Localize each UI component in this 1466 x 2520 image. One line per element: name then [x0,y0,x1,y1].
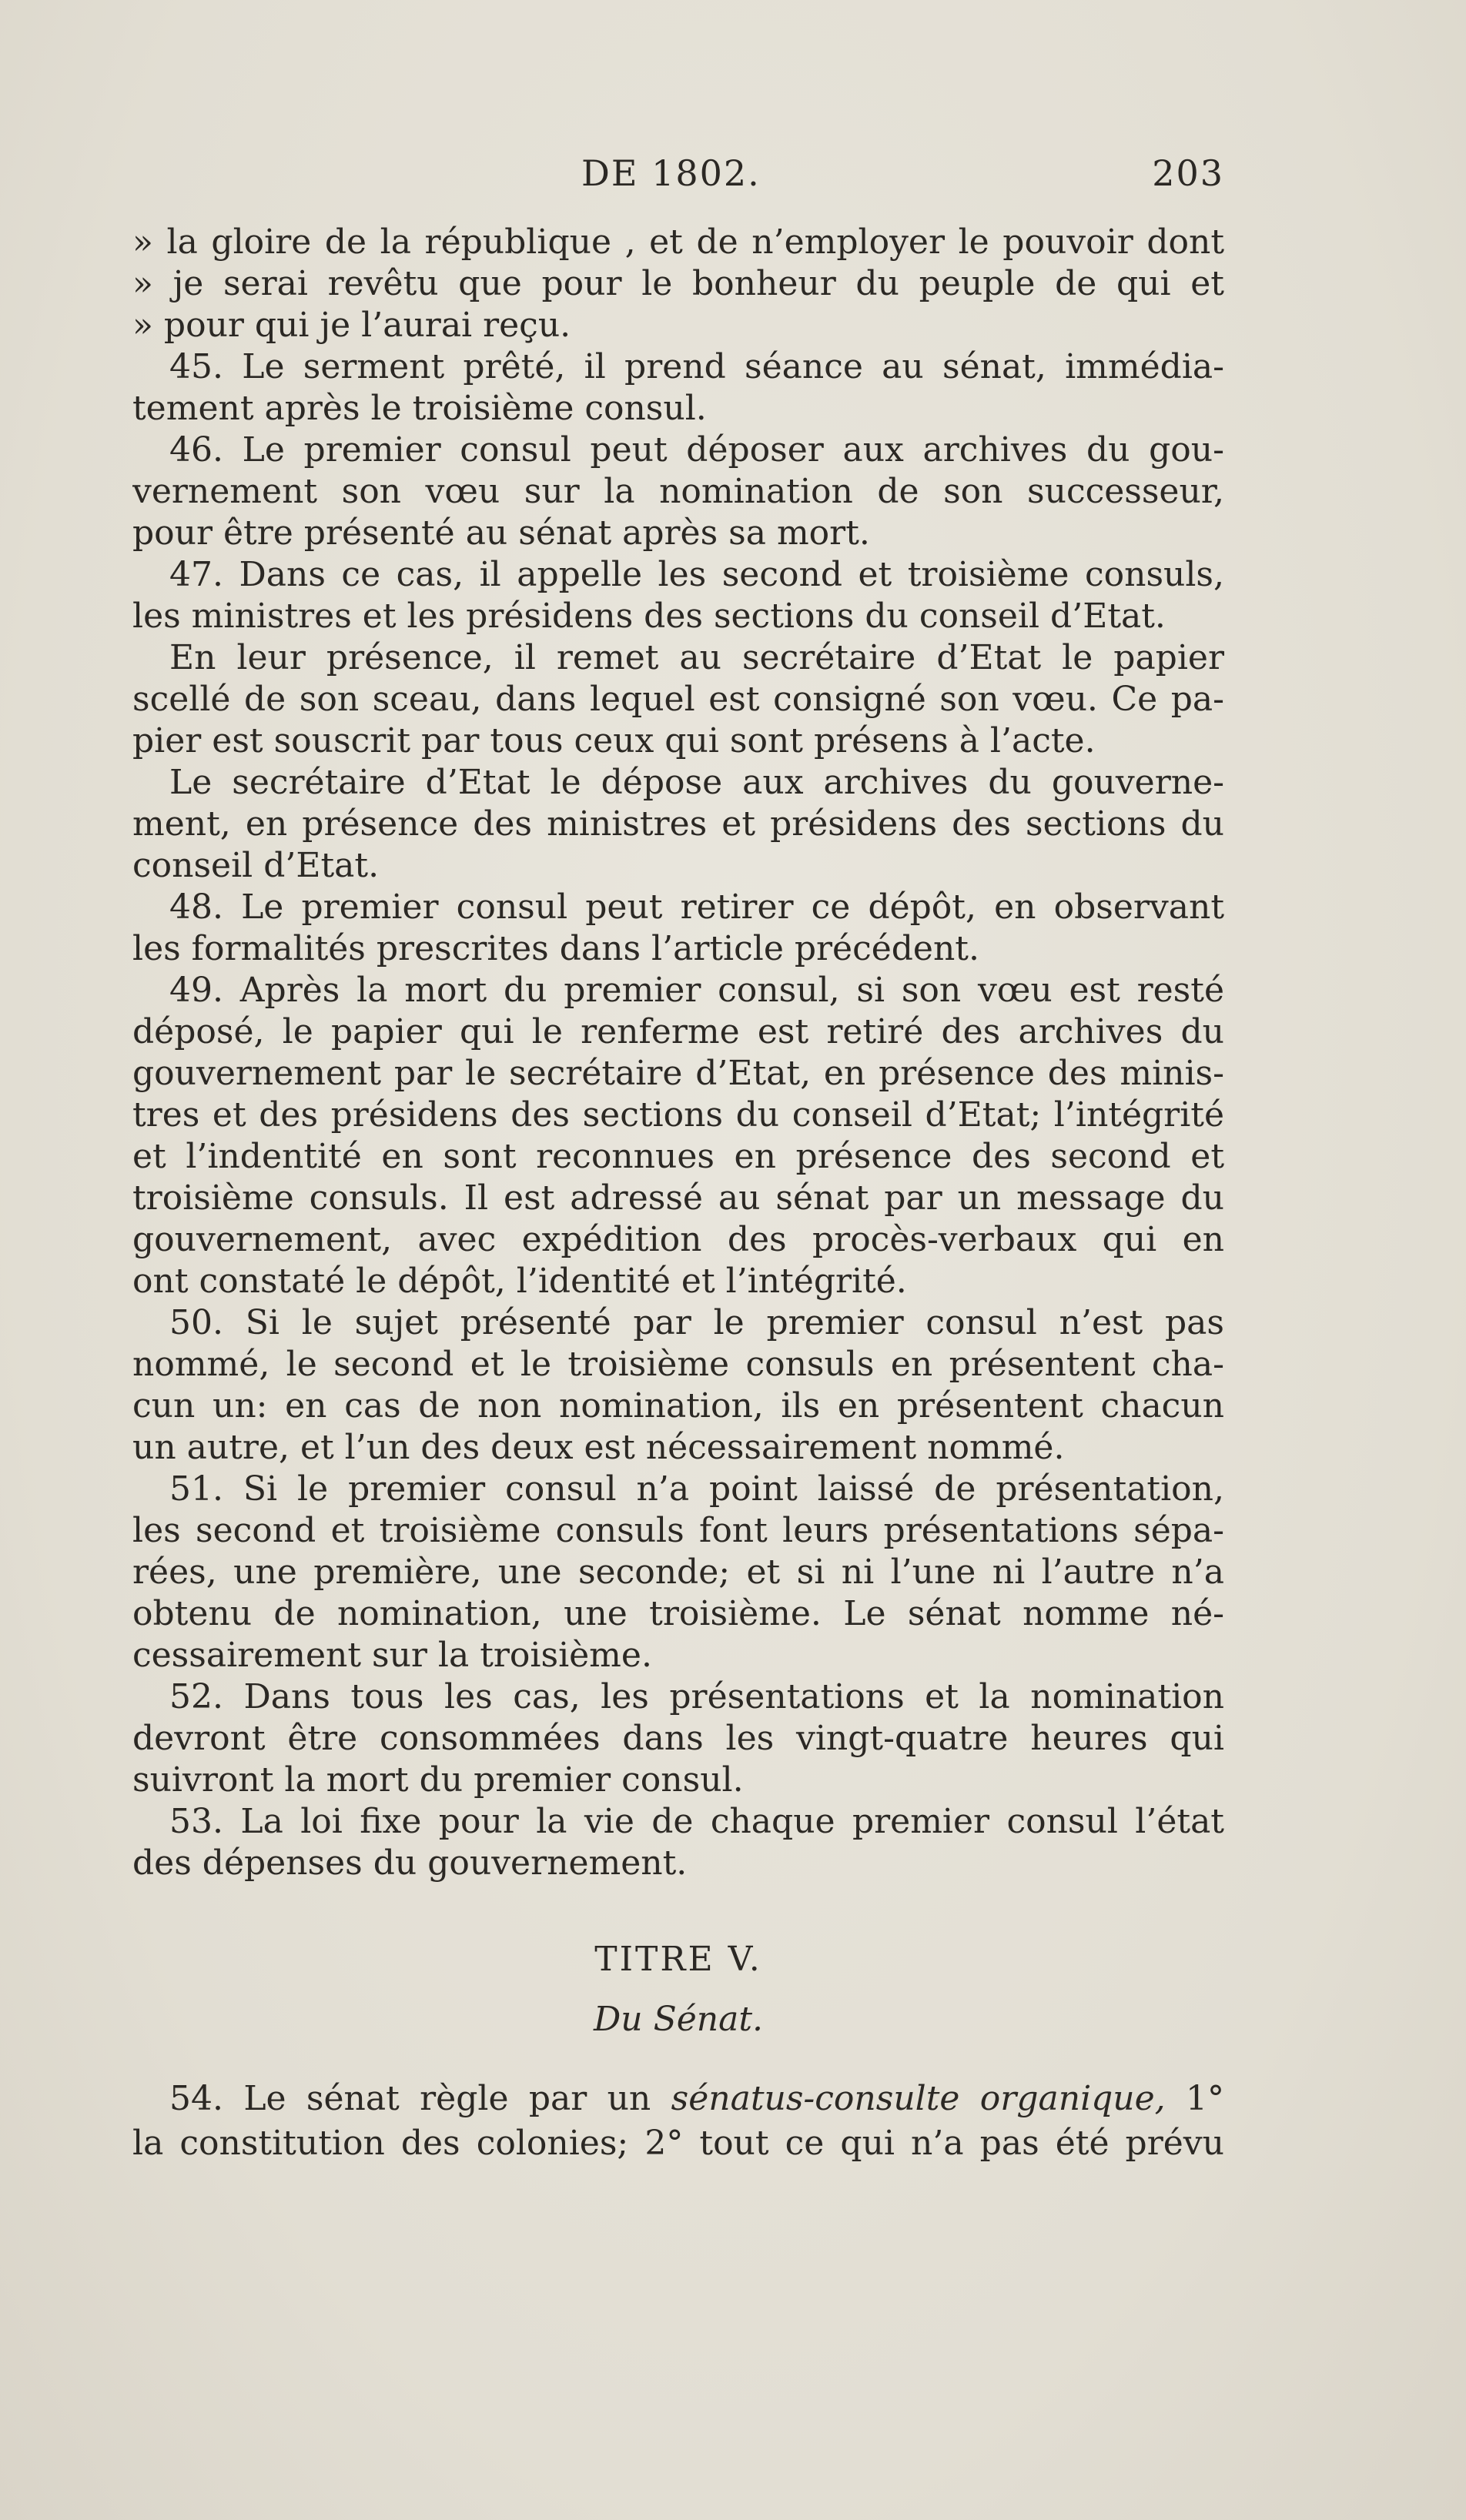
article-54-italic-term: sénatus-consulte organique, [671,2079,1166,2118]
text-line: devront être consommées dans les vingt-quatre heures qui [132,1719,1224,1758]
text-line: déposé, le papier qui le renferme est retiré des archives du [132,1012,1224,1051]
text-line: scellé de son sceau, dans lequel est consigné son vœu. Ce pa- [132,680,1224,719]
section-subtitle: Du Sénat. [593,2000,764,2039]
text-line: les ministres et les présidens des sections du conseil d’Etat. [132,597,1166,636]
article-54-end: 1° [1165,2079,1224,2118]
text-line: » je serai revêtu que pour le bonheur du peuple de qui et [132,264,1224,303]
text-line: cun un: en cas de non nomination, ils en présentent chacun [132,1386,1224,1425]
text-line: tement après le troisième consul. [132,389,707,428]
text-line: conseil d’Etat. [132,846,380,885]
page-header [131,146,1224,200]
article-54-start: 54. Le sénat règle par un [169,2079,671,2118]
body-text [132,222,1224,1884]
text-line: gouvernement, avec expédition des procès-verbaux qui en [132,1220,1224,1259]
text-line: 49. Après la mort du premier consul, si son vœu est resté [169,971,1224,1010]
text-line: 48. Le premier consul peut retirer ce dépôt, en observant [169,887,1224,927]
text-line: troisième consuls. Il est adressé au sénat par un message du [132,1178,1224,1218]
text-line: ment, en présence des ministres et présidens des sections du [132,804,1224,844]
text-line: » la gloire de la république , et de n’employer le pouvoir dont [132,222,1224,262]
text-line: nommé, le second et le troisième consuls en présentent cha- [132,1345,1224,1384]
page-number: 203 [1152,152,1224,194]
text-line: pier est souscrit par tous ceux qui sont présens à l’acte. [132,721,1096,760]
text-line: 45. Le serment prêté, il prend séance au sénat, immédia- [169,347,1224,386]
text-line: cessairement sur la troisième. [132,1636,652,1675]
text-line: obtenu de nomination, une troisième. Le sénat nomme né- [132,1594,1224,1633]
text-line: tres et des présidens des sections du conseil d’Etat; l’intégrité [132,1095,1224,1135]
text-line: ont constaté le dépôt, l’identité et l’intégrité. [132,1262,907,1301]
text-line: 53. La loi fixe pour la vie de chaque premier consul l’état [169,1802,1224,1841]
article-54-line-1 [132,2077,1224,2121]
running-title: DE 1802. [581,152,761,194]
text-line: les second et troisième consuls font leurs présentations sépa- [132,1511,1224,1550]
text-line: suivront la mort du premier consul. [132,1760,744,1800]
text-line: rées, une première, une seconde; et si ni l’une ni l’autre n’a [132,1552,1224,1592]
article-54-line-2: la constitution des colonies; 2° tout ce qui n’a pas été prévu [132,2124,1224,2163]
text-line: un autre, et l’un des deux est nécessairement nommé. [132,1428,1065,1467]
text-line: des dépenses du gouvernement. [132,1843,688,1883]
text-line: Le secrétaire d’Etat le dépose aux archives du gouverne- [169,763,1224,802]
article-54 [132,2077,1224,2166]
section-title: TITRE V. [594,1940,762,1979]
text-line: 46. Le premier consul peut déposer aux archives du gou- [169,430,1224,470]
text-line: » pour qui je l’aurai reçu. [132,306,571,345]
text-line: 50. Si le sujet présenté par le premier consul n’est pas [169,1303,1224,1342]
text-line: 51. Si le premier consul n’a point laissé de présentation, [169,1469,1224,1509]
text-line: 52. Dans tous les cas, les présentations et la nomination [169,1677,1224,1716]
text-line: les formalités prescrites dans l’article précédent. [132,929,979,968]
text-line: 47. Dans ce cas, il appelle les second et troisième consuls, [169,555,1224,594]
text-line: et l’indentité en sont reconnues en présence des second et [132,1137,1224,1176]
text-line: pour être présenté au sénat après sa mort. [132,513,870,553]
text-line: vernement son vœu sur la nomination de son successeur, [132,472,1224,511]
text-line: En leur présence, il remet au secrétaire d’Etat le papier [169,638,1224,677]
text-line: gouvernement par le secrétaire d’Etat, en présence des minis- [132,1054,1224,1093]
